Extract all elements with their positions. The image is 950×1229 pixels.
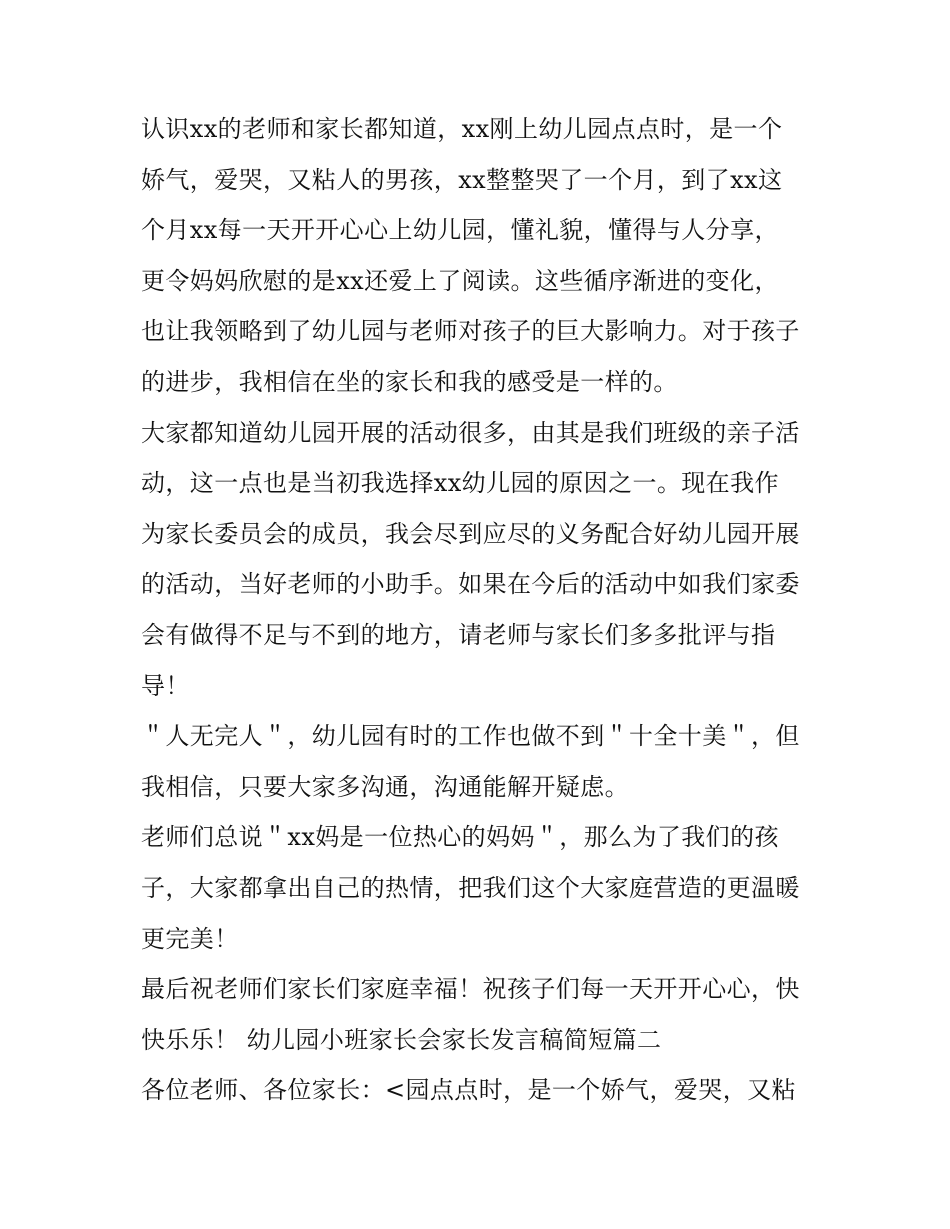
text-line-13: ＂人无完人＂，幼儿园有时的工作也做不到＂十全十美＂，但 (141, 722, 800, 751)
text-line-4: 更令妈妈欣慰的是xx还爱上了阅读。这些循序渐进的变化， (141, 266, 779, 295)
text-line-14: 我相信，只要大家多沟通，沟通能解开疑虑。 (141, 772, 629, 801)
text-line-8: 动，这一点也是当初我选择xx幼儿园的原因之一。现在我作 (141, 469, 779, 498)
text-line-11: 会有做得不足与不到的地方，请老师与家长们多多批评与指 (141, 620, 776, 649)
text-line-17: 更完美！ (141, 924, 239, 953)
text-line-7: 大家都知道幼儿园开展的活动很多，由其是我们班级的亲子活 (141, 418, 800, 447)
text-line-20: 各位老师、各位家长：<园点点时，是一个娇气，爱哭，又粘 (141, 1076, 796, 1105)
text-line-2: 娇气，爱哭，又粘人的男孩，xx整整哭了一个月，到了xx这 (141, 165, 783, 194)
text-line-15: 老师们总说＂xx妈是一位热心的妈妈＂，那么为了我们的孩 (141, 823, 779, 852)
text-line-18: 最后祝老师们家长们家庭幸福！祝孩子们每一天开开心心，快 (141, 975, 800, 1004)
text-line-10: 的活动，当好老师的小助手。如果在今后的活动中如我们家委 (141, 570, 800, 599)
text-line-3: 个月xx每一天开开心心上幼儿园，懂礼貌，懂得与人分享， (141, 216, 779, 245)
text-line-16: 子，大家都拿出自己的热情，把我们这个大家庭营造的更温暖 (141, 873, 800, 902)
text-line-6: 的进步，我相信在坐的家长和我的感受是一样的。 (141, 367, 678, 396)
text-line-19: 快乐乐！ 幼儿园小班家长会家长发言稿简短篇二 (141, 1025, 662, 1054)
text-line-9: 为家长委员会的成员，我会尽到应尽的义务配合好幼儿园开展 (141, 519, 800, 548)
text-line-5: 也让我领略到了幼儿园与老师对孩子的巨大影响力。对于孩子 (141, 317, 800, 346)
text-line-1: 认识xx的老师和家长都知道，xx刚上幼儿园点点时，是一个 (141, 115, 783, 143)
text-line-12: 导！ (141, 671, 190, 700)
document-body (141, 104, 821, 1116)
